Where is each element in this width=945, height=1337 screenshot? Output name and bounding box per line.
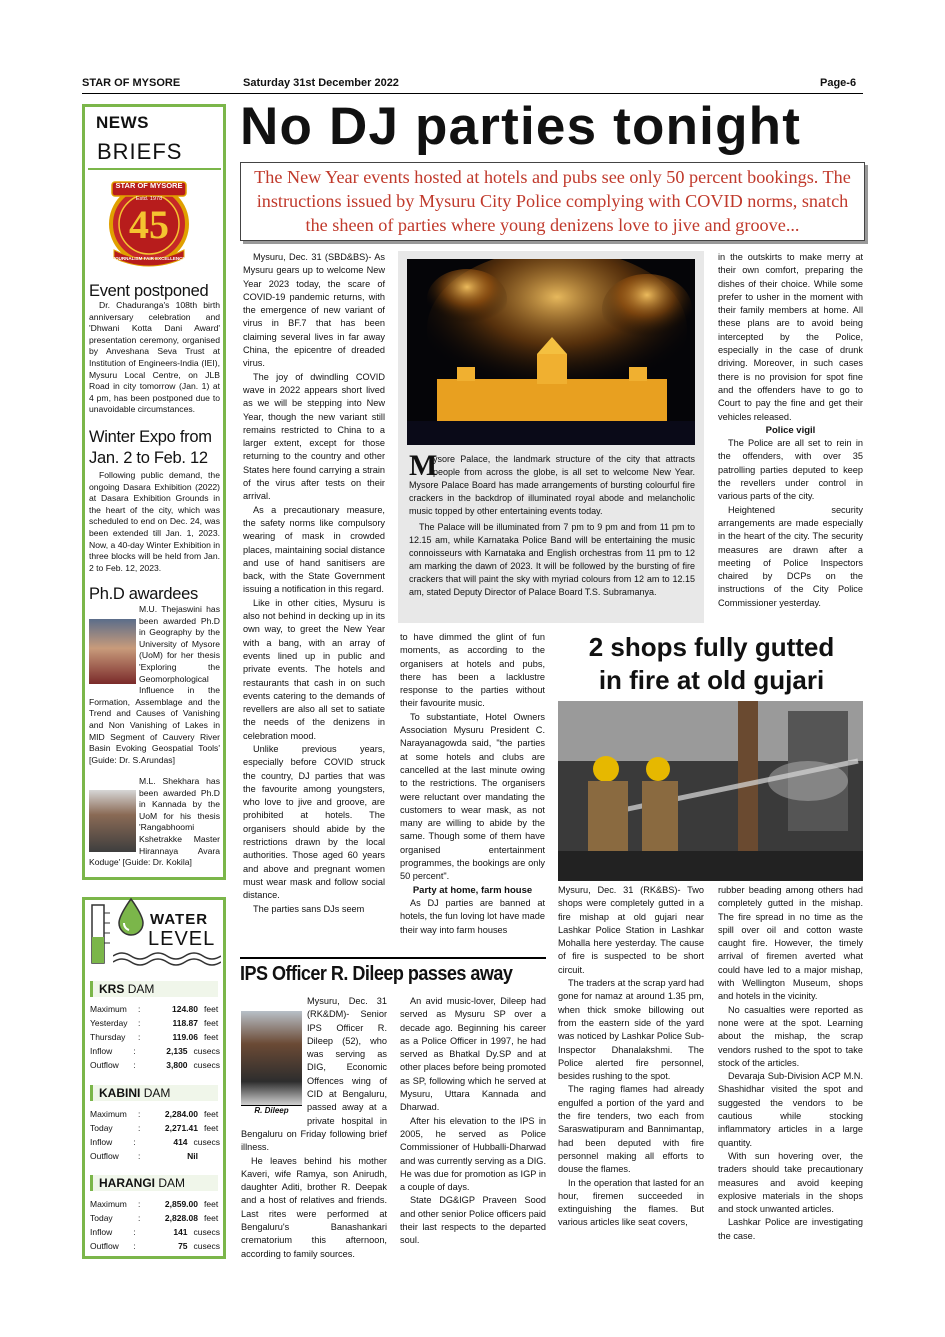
brief-phd-p2-wrap [89,776,220,869]
brief-event-text: Dr. Chaduranga's 108th birth anniversary celebration and 'Dhwani Kotta Dani Award' presentation ceremony, organised by Anveshana Seva Trust at Institution of Engineers-India (IEI), Mysuru Local Centre, on JLB Road in city tomorrow (Jan. 1) at 4 pm, has been postponed due to unavoidable circumstances. [89,300,220,415]
lead-p: Mysuru, Dec. 31 (SBD&BS)- As Mysuru gears up to welcome New Year 2023 today, the scare of COVID-19 pandemic returns, with the emergence of new variant of virus in BF.7 that has been claiming several lives in far away China, the epicentre of dreaded virus. [243,252,385,369]
dam-harangi-name: HARANGI [99,1176,155,1190]
dam-harangi-label [90,1175,218,1191]
dam-krs-label [90,981,218,997]
dam-row: Maximum : 2,284.00 feet [90,1109,219,1119]
lead-p: The parties sans DJs seem [253,903,365,914]
palace-caption-text: ysore Palace, the landmark structure of the city that attracts people from across the globe, is all set to welcome New Year. Mysore Palace Board has made arrangements of bursting colourful fire crackers in the backdrop of illuminated royal abode and melancholic music topped by other entertaining events today. [409,454,695,517]
briefs-title-briefs: BRIEFS [97,139,183,164]
fire-headline [558,631,865,697]
lead-p: As a precautionary measure, the safety norms like compulsory wearing of mask in crowded places, maintaining social distance and use of hand sanitisers are back, with the State Government issuing a notification in this regard. [243,504,385,595]
ips-col2 [400,995,546,1248]
fire-p: rubber beading among others had completely gutted in the mishap. The fire spread in no time as the spill over oil and cotton waste caught fire. However, the timely arrival of firemen averted what could have led to a major mishap, with Wellington Museum, shops and hotels in the vicinity. [718,885,863,1002]
ips-p: He leaves behind his mother Kaveri, wife Ramya, son Anirudh, daughter Aditi, brother R. Deepak and a host of relatives and friends. Last rites were performed at Bengaluru's Banashankari crematorium this afternoon, according to family sources. [241,1155,387,1259]
fire-p: With sun hovering over, the traders should take precautionary measures and avoid keeping explosive materials in the shops and stock unwanted articles. [718,1150,863,1215]
fire-p: The traders at the scrap yard had gone for namaz at around 1.35 pm, when thick smoke billowing out from the eastern side of the yard was noticed by Lashkar Police Sub-Inspector Dhanalakshmi. The Police alerted fire personnel, besides rushing to the spot. [558,978,704,1082]
lead-p: to have dimmed the glint of fun moments, as according to the organisers at hotels and pubs, there has been a lacklustre response to the parties without their favourite music. [400,632,545,709]
dam-row: Inflow : 414 cusecs [90,1137,220,1147]
page-number: Page-6 [820,77,857,89]
lead-col1 [243,251,385,916]
lead-p: Heightened security arrangements are made especially in the heart of the city. The security measures are drawn after a meeting of Police Inspectors chaired by DCPs on the instructions of the City Police Commissioner yesterday. [718,504,863,608]
dam-harangi-table [90,1197,220,1253]
brief-expo-title-1: Winter Expo from [89,428,212,446]
dileep-photo-caption: R. Dileep [241,1105,302,1115]
dam-krs-table [90,1002,220,1072]
dam-row: Inflow : 2,135 cusecs [90,1046,220,1056]
fire-p: No casualties were reported as none were at the spot. Learning about the mishap, the scrap vendors rushed to the spot to take stock of the articles. [718,1004,863,1068]
dam-row: Outflow : 3,800 cusecs [90,1060,220,1070]
dam-row: Today : 2,271.41 feet [90,1123,219,1133]
palace-caption [409,449,695,518]
dam-row: Thursday : 119.06 feet [90,1032,219,1042]
fire-photo [558,701,863,881]
dam-kabini-table [90,1107,220,1163]
caption-dropcap: M [409,449,438,482]
ips-p: An avid music-lover, Dileep had served as Mysuru SP over a decade ago. Beginning his career as a Police Officer in 1997, he had served as Bhatkal Dy.SP and at other places before being promoted as SP, following which he served at Mysuru, Uttara Kannada and Dharwad. [400,996,546,1113]
brief-expo-text: Following public demand, the ongoing Dasara Exhibition (2022) at Dasara Exhibition Grounds in the heart of the city, which was scheduled to end on Dec. 24, was been extended till Jan. 1, 2023. Now, a 40-day Winter Exhibition in three blocks will be held from Jan. 2 to Feb. 12, 2023. [89,470,220,573]
lead-p: To substantiate, Hotel Owners Association Mysuru President C. Narayanagowda said, "the parties at some hotels and clubs are cancelled at the last minute owing to the restrictions. The organisers were reluctant over mandating the customers to wear mask, as not many are willing to abide by the same. Though some of them have organised entertainment programmes, the bookings are only 50 percent". [400,711,545,882]
fire-col2 [718,884,863,1243]
logo-top-text: STAR OF MYSORE [115,181,183,190]
dam-row: Maximum : 2,859.00 feet [90,1199,219,1209]
issue-date: Saturday 31st December 2022 [243,77,399,89]
dam-krs-suffix: DAM [127,982,155,996]
ips-headline: IPS Officer R. Dileep passes away [240,962,513,985]
lead-p: Unlike previous years, especially before COVID struck the country, DJ parties that was the favourite among youngsters, who love to jive and groove, are prohibited at hotels. The organisers should abide by the restrictions drawn by the local authorities. Those aged 60 years and above and pregnant women must wear mask and follow social distance. [243,743,385,901]
lead-subhead-police: Police vigil [765,424,816,436]
lead-p: As DJ parties are banned at hotels, the fun loving lot have made their way into farm houses [400,897,545,935]
dam-row: Yesterday : 118.87 feet [90,1018,219,1028]
ips-p: After his elevation to the IPS in 2005, he served as Police Commissioner of Hubballi-Dharwad and was currently serving as a DIG. He was due for promotion as IGP in a couple of days. [400,1115,546,1193]
dam-row: Outflow : 75 cusecs [90,1241,220,1251]
fire-p: Lashkar Police are investigating the case. [718,1217,863,1241]
dam-row: Inflow : 141 cusecs [90,1227,220,1237]
ips-col1 [241,995,387,1261]
water-waves-icon [113,950,221,966]
palace-photo [407,259,695,445]
header-rule [82,93,863,94]
water-gauge-icon [90,903,114,965]
brief-event-title: Event postponed [89,282,209,300]
lead-p: Like in other cities, Mysuru is also not behind in decking up in its own way, to greet the New Year with a bang, with an array of events lined up in public and private events. The hotels and restaurants that cash in on such events catering to the demands of revellers are also all set to satiate the needs of the denizens in celebration mood. [243,597,385,741]
lead-subhead-farmhouse: Party at home, farm house [412,884,533,896]
fire-col1 [558,884,704,1230]
logo-number: 45 [129,202,169,247]
dam-kabini-suffix: DAM [143,1086,171,1100]
fire-headline-1: 2 shops fully gutted [588,632,835,662]
lead-deck: The New Year events hosted at hotels and pubs see only 50 percent bookings. The instructions issued by Mysuru City Police complying with COVID norms, snatch the sheen of parties where young denizens love to jive and groove... [240,162,865,241]
brief-phd-p2: M.L. Shekhara has been awarded Ph.D in Kannada by the UoM for his thesis 'Rangabhoomi Kshetrakke Master Hirannaya Avara Kodugе' [Guide: Dr. Kokila] [89,776,220,868]
ips-p: Mysuru, Dec. 31 (RK&DM)- Senior IPS Officer R. Dileep (52), who was serving as DIG, Economic Offences wing of CID at Bengaluru, passed away at a private hospital in Bengaluru on Friday following brief illness. [241,996,387,1153]
dam-krs-name: KRS [99,982,125,996]
dam-row: Outflow : Nil [90,1151,198,1161]
briefs-title-news: NEWS [96,113,149,132]
dam-row: Today : 2,828.08 feet [90,1213,219,1223]
ips-p: State DG&IGP Praveen Sood and other senior Police officers paid their last respects to the departed soul. [400,1195,546,1246]
brief-phd-p1: M.U. Thejaswini has been awarded Ph.D in Geography by the University of Mysore (UoM) for her thesis 'Exploring the Geomorphological Influence in the Formation, Assemblage and the Trend and Causes of Vanishing and Non Vanishing of Lakes in MID Segment of Cauvery River Basin Evoking Geospatial Tools' [Guide: Dr. S.Arundas] [89,604,220,765]
fire-p: The raging flames had already engulfed a portion of the yard and the fire tenders, two each from Saraswatipuram and Bannimantap, had been deputed with fire personnel making all efforts to douse the flames. [558,1084,704,1175]
palace-caption-2: The Palace will be illuminated from 7 pm to 9 pm and from 11 pm to 12.15 am, while Karnataka Police Band will be entertaining the music connoisseurs with Karnataka and English orchestras from 11 pm to 12 am marking the dawn of 2023. It will be followed by the bursting of fire crackers that will paint the sky with myriad colours from 12 am to 12.15 am, stated Deputy Director of Palace Board T.S. Subramanya. [409,522,695,598]
dam-kabini-name: KABINI [99,1086,141,1100]
brief-phd-title: Ph.D awardees [89,585,198,603]
ips-top-rule [240,957,546,959]
fire-headline-2: in fire at old gujari [598,665,825,695]
lead-p: The joy of dwindling COVID wave in 2022 appears short lived as we will be stepping into New Year, though the new variant still remains restricted to China to a larger extent, except for those returning to the country and other States here found carrying a strain of the virus after tests on their arrival. [243,371,385,502]
lead-headline: No DJ parties tonight [240,97,802,156]
lead-col3 [718,251,863,610]
fire-p: Mysuru, Dec. 31 (RK&BS)- Two shops were completely gutted in a fire mishap at old gujari near Lashkar Police Station in Lashkar Mohalla here yesterday. The cause of fire is suspected to be short circuit. [558,885,704,975]
water-drop-icon [116,897,146,937]
water-title-1: WATER [150,911,209,928]
logo-estd: Estd. 1978 [135,196,163,202]
briefs-divider [88,168,221,170]
brief-expo-title-2: Jan. 2 to Feb. 12 [89,449,208,467]
fire-p: Devaraja Sub-Division ACP M.N. Shashidhar visited the spot and suggested the vendors to be cautious while stocking inflammatory articles in a large quantity. [718,1071,863,1148]
fire-p: In the operation that lasted for an hour, firemen succeeded in extinguishing the flames. But various articles like seat covers, [558,1177,704,1228]
dam-kabini-label [90,1085,218,1101]
lead-p: The Police are all set to rein in the offenders, with over 35 patrolling parties deputed to keep the revellers under control in various parts of the city. [718,438,863,502]
dam-harangi-suffix: DAM [158,1176,186,1190]
paper-name: STAR OF MYSORE [82,77,181,89]
dam-row: Maximum : 124.80 feet [90,1004,219,1014]
lead-p: in the outskirts to make merry at their own comfort, preparing the dishes of their choice. While some prefer to usher in the moment with their family members at home. All these plans are to avoid being intercepted by the Police, especially in the case of drunk driving. Moreover, in such cases there is no provision for spot fine and the offenders have to go to Court to pay the fine and get their vehicles released. [718,252,863,422]
logo-bottom-text: JOURNALISM FAIR EXCELLENCE [112,256,186,261]
water-title-2: LEVEL [148,928,216,950]
brief-phd-p1-wrap [89,604,220,766]
lead-col2 [400,631,545,937]
